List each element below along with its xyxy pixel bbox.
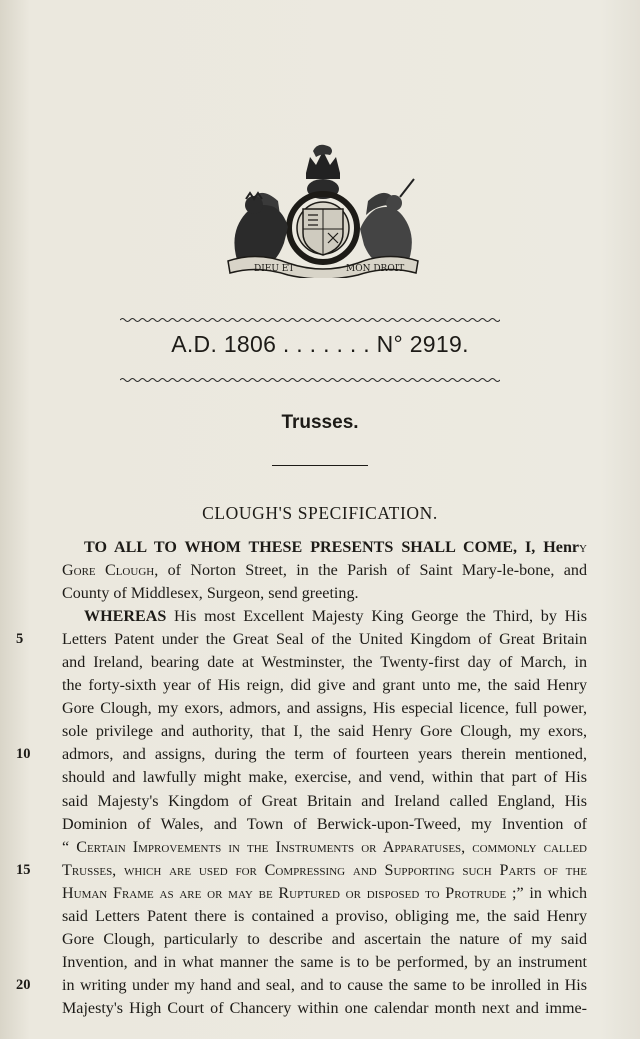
line-text: should and lawfully might make, exercise, and vend, within that part of His (62, 769, 587, 787)
patent-year: A.D. 1806 (171, 331, 277, 357)
line-text: sole privilege and authority, that I, the said Henry Gore Clough, my exors, (62, 723, 587, 741)
line-text: Gore Clough, particularly to describe and ascertain the nature of my said (62, 930, 587, 948)
text-line (62, 905, 587, 928)
text-line (62, 720, 587, 743)
line-text: Gore Clough, of Norton Street, in the Parish of Saint Mary-le-bone, and (62, 562, 588, 580)
text-line (62, 605, 587, 628)
text-line (62, 836, 587, 859)
line-text: admors, and assigns, during the term of fourteen years therein mentioned, (62, 746, 587, 764)
line-text: Invention, and in what manner the same is to be performed, by an instrument (62, 953, 587, 971)
text-line (62, 651, 587, 674)
title-divider (272, 465, 368, 466)
text-line (62, 697, 587, 720)
line-text: said Majesty's Kingdom of Great Britain and Ireland called England, His (62, 792, 587, 810)
royal-coat-of-arms-icon (218, 143, 428, 278)
line-text: TO ALL TO WHOM THESE PRESENTS SHALL COME, I, Henry (84, 539, 587, 556)
text-line (16, 628, 587, 651)
line-text: Trusses, which are used for Compressing and Supporting such Parts of the (62, 861, 587, 879)
line-number: 20 (16, 976, 31, 993)
line-text: Letters Patent under the Great Seal of the United Kingdom of Great Britain (62, 631, 587, 649)
text-line (16, 859, 587, 882)
specification-body (16, 536, 588, 1020)
specification-heading: CLOUGH'S SPECIFICATION. (202, 503, 438, 523)
text-line (62, 928, 587, 951)
line-text: in writing under my hand and seal, and to cause the same to be inrolled in His (62, 976, 587, 994)
motto-left: DIEU ET (254, 264, 295, 274)
wavy-rule-top (120, 316, 500, 324)
text-line (62, 582, 587, 605)
line-number: 10 (16, 746, 31, 763)
text-line (62, 813, 587, 836)
patent-number: N° 2919. (376, 331, 469, 357)
text-line (62, 997, 587, 1020)
line-text: Human Frame as are or may be Ruptured or disposed to Protrude ;” in which (62, 884, 587, 902)
patent-header (0, 331, 640, 358)
line-text: the forty-sixth year of His reign, did give and grant unto me, the said Henry (62, 677, 587, 695)
line-number: 5 (16, 631, 24, 648)
wavy-rule-bottom (120, 376, 500, 384)
motto-right: MON DROIT (346, 264, 405, 274)
text-line (62, 559, 587, 582)
text-line (62, 536, 587, 559)
text-line (16, 743, 587, 766)
line-text: County of Middlesex, Surgeon, send greeting. (62, 585, 359, 603)
text-line (62, 882, 587, 905)
document-title: Trusses. (281, 412, 359, 433)
text-line (62, 766, 587, 789)
text-line (62, 951, 587, 974)
line-text: WHEREAS His most Excellent Majesty King George the Third, by His (84, 608, 587, 626)
line-text: said Letters Patent there is contained a proviso, obliging me, the said Henry (62, 907, 587, 925)
line-text: “ Certain Improvements in the Instruments or Apparatuses, commonly called (62, 838, 587, 856)
text-line (62, 790, 587, 813)
line-text: Gore Clough, my exors, admors, and assigns, His especial licence, full power, (62, 700, 587, 718)
line-number: 15 (16, 861, 31, 878)
line-text: Dominion of Wales, and Town of Berwick-upon-Tweed, my Invention of (62, 815, 587, 833)
text-line (62, 674, 587, 697)
line-text: and Ireland, bearing date at Westminster, the Twenty-first day of March, in (62, 654, 587, 672)
line-text: Majesty's High Court of Chancery within one calendar month next and imme- (62, 999, 587, 1017)
text-line (16, 974, 587, 997)
leader-dots: . . . . . . . (282, 331, 370, 357)
